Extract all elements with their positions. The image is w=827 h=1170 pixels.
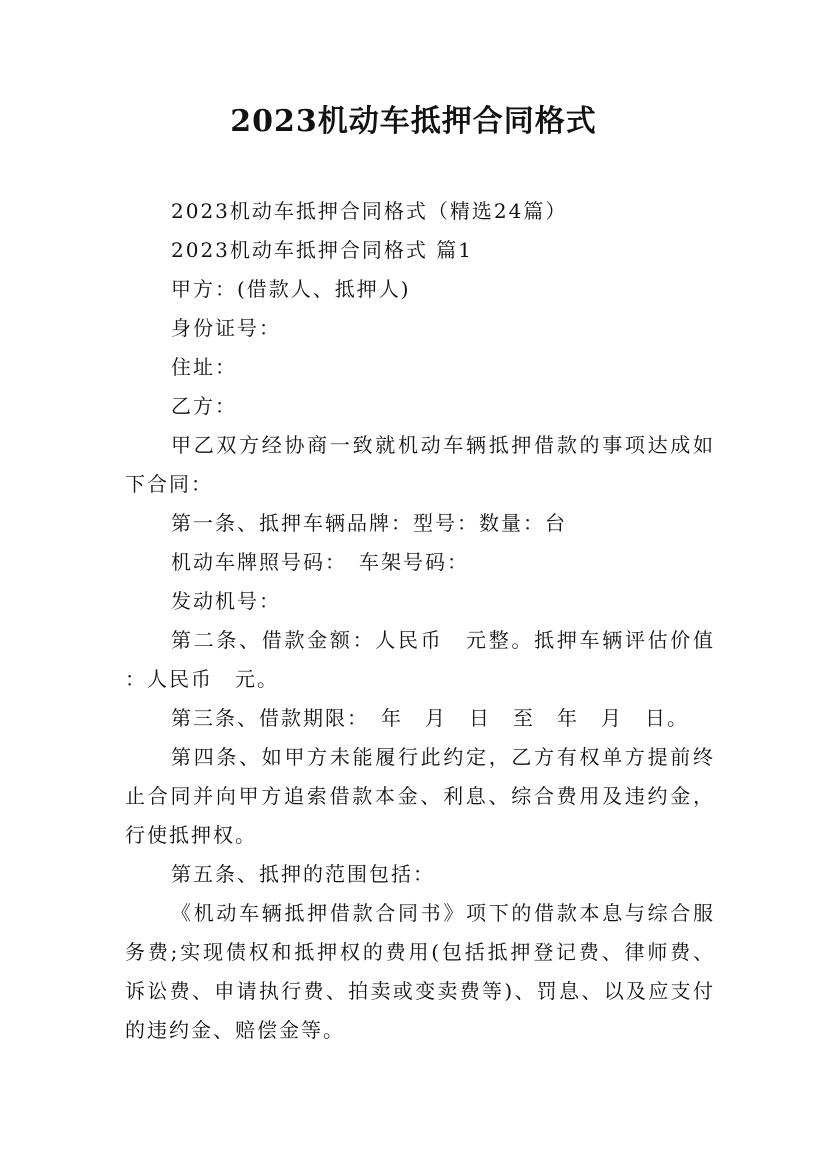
document-body <box>125 192 715 1050</box>
paragraph-party-b: 乙方： <box>171 394 237 418</box>
document-title: 2023机动车抵押合同格式 <box>230 104 597 139</box>
paragraph-article-1: 第一条、抵押车辆品牌：型号：数量：台 <box>171 511 567 535</box>
paragraph-engine-number: 发动机号： <box>171 589 281 613</box>
paragraph-plate-number: 机动车牌照号码： 车架号码： <box>171 550 469 574</box>
paragraph-article-4: 第四条、如甲方未能履行此约定，乙方有权单方提前终止合同并向甲方追索借款本金、利息、综合费用及违约金，行使抵押权。 <box>125 745 715 847</box>
paragraph-article-5: 第五条、抵押的范围包括： <box>171 862 435 886</box>
paragraph-address: 住址： <box>171 355 237 379</box>
paragraph-article-2: 第二条、借款金额：人民币 元整。抵押车辆评估价值：人民币 元。 <box>125 628 715 691</box>
paragraph-article-3: 第三条、借款期限： 年 月 日 至 年 月 日。 <box>171 706 689 730</box>
paragraph-agreement-intro: 甲乙双方经协商一致就机动车辆抵押借款的事项达成如下合同： <box>125 433 715 496</box>
paragraph-party-a: 甲方：(借款人、抵押人) <box>171 277 411 301</box>
paragraph-subtitle: 2023机动车抵押合同格式（精选24篇） <box>171 199 568 223</box>
paragraph-id-number: 身份证号： <box>171 316 281 340</box>
paragraph-section-heading: 2023机动车抵押合同格式 篇1 <box>171 238 473 262</box>
paragraph-mortgage-scope: 《机动车辆抵押借款合同书》项下的借款本息与综合服务费;实现债权和抵押权的费用(包括抵押登记费、律师费、诉讼费、申请执行费、拍卖或变卖费等)、罚息、以及应支付的违约金、赔偿金等。 <box>125 901 715 1042</box>
